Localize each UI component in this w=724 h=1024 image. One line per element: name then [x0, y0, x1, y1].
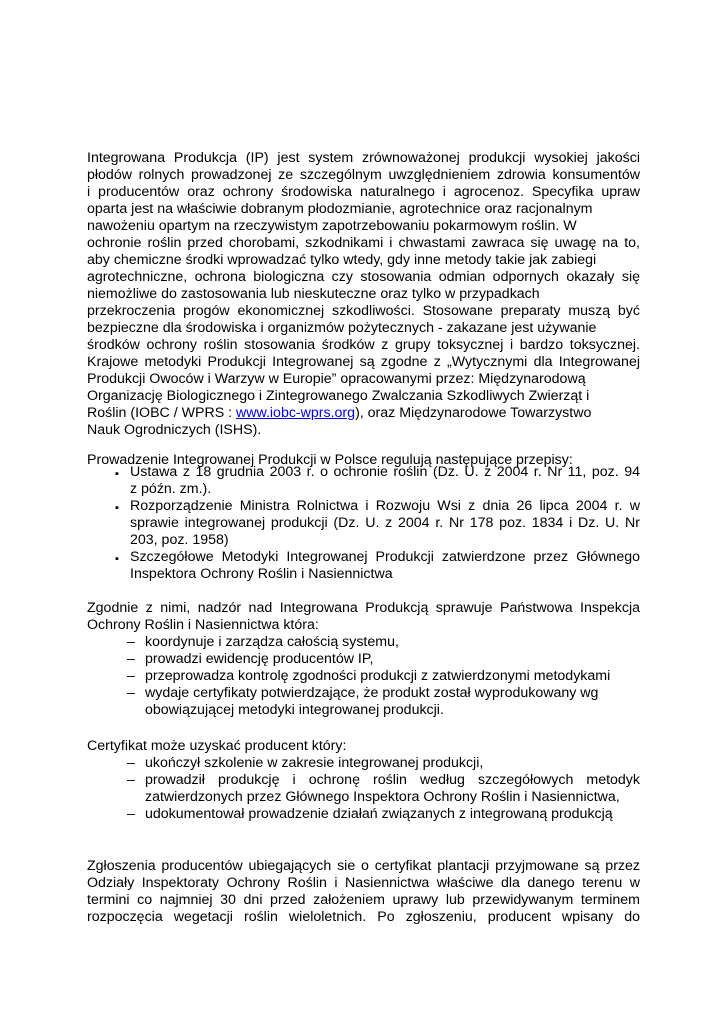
text-line: oparta jest na właściwie dobranym płodozmianie, agrotechnice oraz racjonalnym — [87, 201, 593, 217]
list-item: prowadził produkcję i ochronę roślin według szczegółowych metodyk — [145, 772, 640, 788]
iobc-wprs-link[interactable]: www.iobc-wprs.org — [236, 405, 356, 421]
text-line: Krajowe metodyki Produkcji Integrowanej są zgodne z „Wytycznymi dla Integrowanej — [87, 354, 640, 370]
text-line: Odziały Inspektoraty Ochrony Roślin i Nasiennictwa właściwe dla danego terenu w — [87, 875, 640, 891]
dash-marker: – — [127, 634, 135, 650]
text-line: przekroczenia progów ekonomicznej szkodliwości. Stosowane preparaty muszą być — [87, 303, 640, 319]
dash-marker: – — [127, 806, 135, 822]
text-line: nawożeniu opartym na rzeczywistym zapotrzebowaniu pokarmowym roślin. W — [87, 218, 577, 234]
list-item: obowiązującej metodyki integrowanej produkcji. — [145, 702, 444, 718]
text-line: ochronie roślin przed chorobami, szkodnikami i chwastami zawraca się uwagę na to, — [87, 235, 640, 251]
dash-marker: – — [127, 668, 135, 684]
text-line: Ochrony Roślin i Nasiennictwa która: — [87, 617, 319, 633]
text-line: Zgłoszenia producentów ubiegających sie o certyfikat plantacji przyjmowane są przez — [87, 858, 640, 874]
text-line: niemożliwe do zastosowania lub nieskuteczne oraz tylko w przypadkach — [87, 286, 540, 302]
list-item: prowadzi ewidencję producentów IP, — [145, 651, 374, 667]
list-item: 203, poz. 1958) — [130, 532, 229, 548]
text-line: Certyfikat może uzyskać producent który: — [87, 738, 347, 754]
text-span: ), oraz Międzynarodowe Towarzystwo — [355, 405, 592, 421]
list-item: zatwierdzonych przez Głównego Inspektora Ochrony Roślin i Nasiennictwa, — [145, 789, 620, 805]
list-item: udokumentował prowadzenie działań związanych z integrowaną produkcją — [145, 806, 613, 822]
list-item: Ustawa z 18 grudnia 2003 r. o ochronie roślin (Dz. U. z 2004 r. Nr 11, poz. 94 — [130, 464, 640, 480]
text-line: Organizację Biologicznego i Zintegrowanego Zwalczania Szkodliwych Zwierząt i — [87, 388, 590, 404]
dash-marker: – — [127, 772, 135, 788]
text-line: płodów rolnych prowadzonej ze szczególnym uwzględnieniem zdrowia konsumentów — [87, 167, 640, 183]
dash-marker: – — [127, 651, 135, 667]
text-line: bezpieczne dla środowiska i organizmów pożytecznych - zakazane jest używanie — [87, 320, 597, 336]
text-line: Nauk Ogrodniczych (ISHS). — [87, 422, 262, 438]
text-span: Roślin (IOBC / WPRS : — [87, 405, 236, 421]
bullet-marker: ▪ — [115, 502, 119, 514]
text-line: Integrowana Produkcja (IP) jest system zrównoważonej produkcji wysokiej jakości — [87, 150, 640, 166]
text-line: i producentów oraz ochrony środowiska naturalnego i agrocenoz. Specyfika upraw — [87, 184, 640, 200]
text-line: Zgodnie z nimi, nadzór nad Integrowana Produkcją sprawuje Państwowa Inspekcja — [87, 600, 640, 616]
text-line: aby chemiczne środki wprowadzać tylko wtedy, gdy inne metody takie jak zabiegi — [87, 252, 597, 268]
list-item: przeprowadza kontrolę zgodności produkcji z zatwierdzonymi metodykami — [145, 668, 611, 684]
list-item: Inspektora Ochrony Roślin i Nasiennictwa — [130, 566, 393, 582]
text-line-with-link — [87, 405, 640, 422]
dash-marker: – — [127, 685, 135, 701]
list-item: wydaje certyfikaty potwierdzające, że produkt został wyprodukowany wg — [145, 685, 599, 701]
dash-marker: – — [127, 755, 135, 771]
list-item: koordynuje i zarządza całością systemu, — [145, 634, 399, 650]
list-item: z późn. zm.). — [130, 481, 212, 497]
list-item: ukończył szkolenie w zakresie integrowanej produkcji, — [145, 755, 484, 771]
text-line: termini co najmniej 30 dni przed założeniem uprawy lub przewidywanym terminem — [87, 892, 640, 908]
bullet-marker: ▪ — [115, 553, 119, 565]
text-line: Produkcji Owoców i Warzyw w Europie” opracowanymi przez: Międzynarodową — [87, 371, 586, 387]
text-line: środków ochrony roślin stosowania środków z grupy toksycznej i bardzo toksycznej. — [87, 337, 640, 353]
list-item: Szczegółowe Metodyki Integrowanej Produkcji zatwierdzone przez Głównego — [130, 549, 640, 565]
list-item: Rozporządzenie Ministra Rolnictwa i Rozwoju Wsi z dnia 26 lipca 2004 r. w — [130, 498, 640, 514]
text-line: rozpoczęcia wegetacji roślin wieloletnich. Po zgłoszeniu, producent wpisany do — [87, 909, 640, 925]
bullet-marker: ▪ — [115, 468, 119, 480]
text-line: agrotechniczne, ochrona biologiczna czy stosowania odmian odpornych okazały się — [87, 269, 640, 285]
text-line: Prowadzenie Integrowanej Produkcji w Polsce regulują następujące przepisy: — [87, 452, 573, 468]
list-item: sprawie integrowanej produkcji (Dz. U. z 2004 r. Nr 178 poz. 1834 i Dz. U. Nr — [130, 515, 640, 531]
